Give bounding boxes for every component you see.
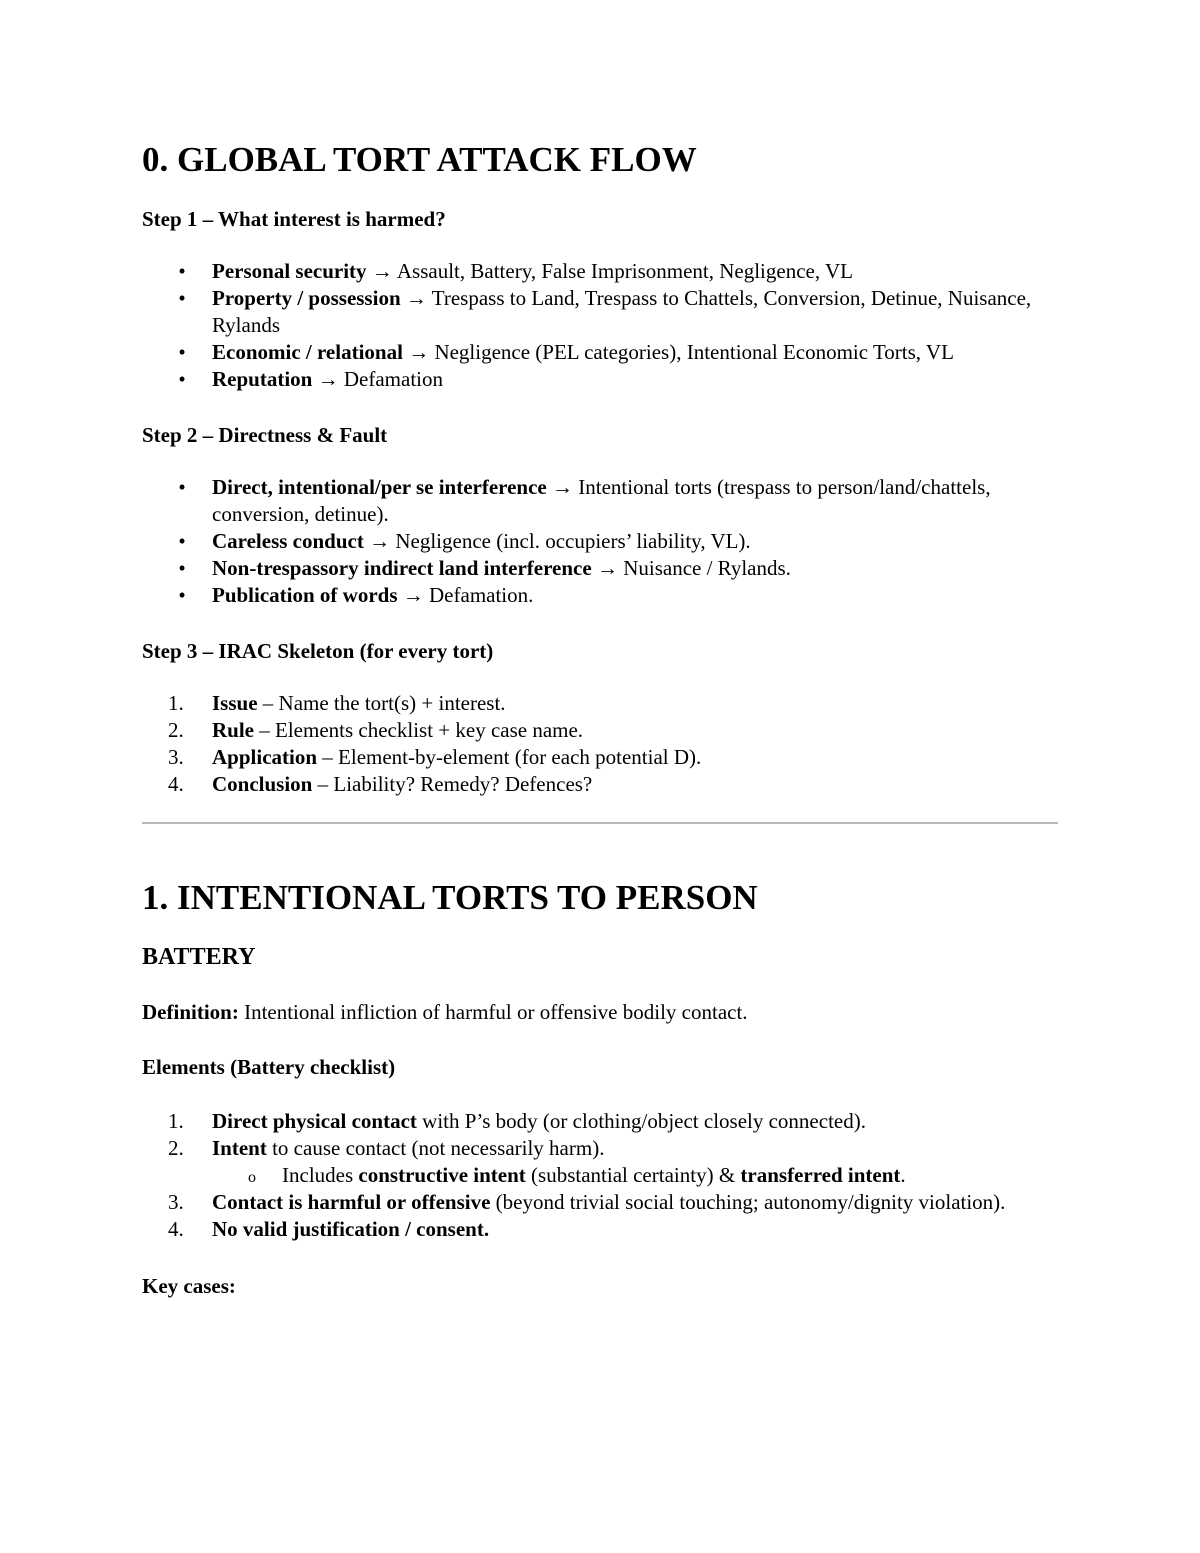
bullet-icon: • — [178, 367, 186, 391]
list-item — [142, 771, 1058, 798]
item-bold: Direct, intentional/per se interference — [212, 475, 547, 499]
sub-bold: constructive intent — [358, 1163, 526, 1187]
list-item — [142, 582, 1058, 609]
definition-text: Intentional infliction of harmful or offensive bodily contact. — [238, 1000, 748, 1024]
list-item — [142, 744, 1058, 771]
item-bold: Issue — [212, 691, 258, 715]
list-item — [142, 690, 1058, 717]
step-1-list — [142, 258, 1058, 393]
section-0-title: 0. GLOBAL TORT ATTACK FLOW — [142, 140, 697, 179]
item-bold: Publication of words — [212, 583, 398, 607]
sub-bold: transferred intent — [740, 1163, 901, 1187]
item-number: 1. — [168, 1109, 184, 1133]
list-item — [142, 366, 1058, 393]
step-3-heading: Step 3 – IRAC Skeleton (for every tort) — [142, 639, 494, 663]
horizontal-rule — [142, 822, 1058, 824]
bullet-icon: • — [178, 475, 186, 499]
list-item — [142, 1108, 1058, 1135]
item-bold: Non-trespassory indirect land interference — [212, 556, 592, 580]
item-text: to cause contact (not necessarily harm). — [266, 1136, 605, 1160]
sub-list-item — [142, 1162, 1058, 1189]
list-item — [142, 474, 1058, 528]
item-text: – Liability? Remedy? Defences? — [312, 772, 593, 796]
list-item — [142, 1216, 1058, 1243]
list-item — [142, 285, 1058, 339]
item-text: – Name the tort(s) + interest. — [257, 691, 506, 715]
list-item — [142, 1135, 1058, 1162]
item-text: with P’s body (or clothing/object closely connected). — [416, 1109, 866, 1133]
step-2-list — [142, 474, 1058, 609]
bullet-icon: • — [178, 556, 186, 580]
definition-label: Definition: — [142, 1000, 239, 1024]
bullet-icon: • — [178, 286, 186, 310]
item-text: → Defamation. — [397, 583, 534, 607]
list-item — [142, 1189, 1058, 1216]
list-item — [142, 339, 1058, 366]
bullet-icon: • — [178, 583, 186, 607]
item-bold: Intent — [212, 1136, 267, 1160]
battery-elements-list — [142, 1108, 1058, 1243]
item-bold: No valid justification / consent. — [212, 1217, 490, 1241]
circle-bullet-icon: o — [248, 1169, 256, 1186]
document-page — [142, 138, 1058, 1300]
item-text: → Nuisance / Rylands. — [591, 556, 791, 580]
battery-definition — [142, 998, 1058, 1026]
item-text: → Negligence (PEL categories), Intentional Economic Torts, VL — [402, 340, 954, 364]
item-number: 3. — [168, 745, 184, 769]
item-number: 1. — [168, 691, 184, 715]
item-number: 4. — [168, 1217, 184, 1241]
item-text: → Intentional torts (trespass to person/land/chattels, conversion, detinue). — [212, 475, 991, 526]
step-2-heading: Step 2 – Directness & Fault — [142, 423, 388, 447]
sub-text: Includes — [282, 1163, 359, 1187]
item-text: → Assault, Battery, False Imprisonment, Negligence, VL — [366, 259, 853, 283]
item-number: 4. — [168, 772, 184, 796]
sub-text: . — [900, 1163, 906, 1187]
item-bold: Application — [212, 745, 318, 769]
item-bold: Rule — [212, 718, 254, 742]
battery-heading: BATTERY — [142, 944, 256, 970]
list-item — [142, 555, 1058, 582]
item-bold: Conclusion — [212, 772, 313, 796]
item-number: 3. — [168, 1190, 184, 1214]
item-number: 2. — [168, 718, 184, 742]
item-bold: Careless conduct — [212, 529, 364, 553]
item-bold: Direct physical contact — [212, 1109, 417, 1133]
bullet-icon: • — [178, 259, 186, 283]
list-item — [142, 258, 1058, 285]
list-item — [142, 528, 1058, 555]
list-item — [142, 717, 1058, 744]
key-cases-label: Key cases: — [142, 1274, 236, 1298]
item-text: → Defamation — [312, 367, 443, 391]
item-bold: Contact is harmful or offensive — [212, 1190, 491, 1214]
bullet-icon: • — [178, 529, 186, 553]
item-bold: Reputation — [212, 367, 313, 391]
item-number: 2. — [168, 1136, 184, 1160]
item-bold: Personal security — [212, 259, 367, 283]
bullet-icon: • — [178, 340, 186, 364]
step-1-heading: Step 1 – What interest is harmed? — [142, 207, 446, 231]
item-text: → Trespass to Land, Trespass to Chattels, Conversion, Detinue, Nuisance, Rylands — [212, 286, 1032, 337]
section-1-title: 1. INTENTIONAL TORTS TO PERSON — [142, 878, 758, 917]
item-text: – Element-by-element (for each potential D). — [317, 745, 702, 769]
item-bold: Economic / relational — [212, 340, 403, 364]
elements-heading: Elements (Battery checklist) — [142, 1055, 396, 1079]
sub-text: (substantial certainty) & — [525, 1163, 741, 1187]
item-text: → Negligence (incl. occupiers’ liability, VL). — [363, 529, 751, 553]
item-bold: Property / possession — [212, 286, 401, 310]
step-3-list — [142, 690, 1058, 798]
item-text: (beyond trivial social touching; autonomy/dignity violation). — [490, 1190, 1006, 1214]
item-text: – Elements checklist + key case name. — [254, 718, 584, 742]
